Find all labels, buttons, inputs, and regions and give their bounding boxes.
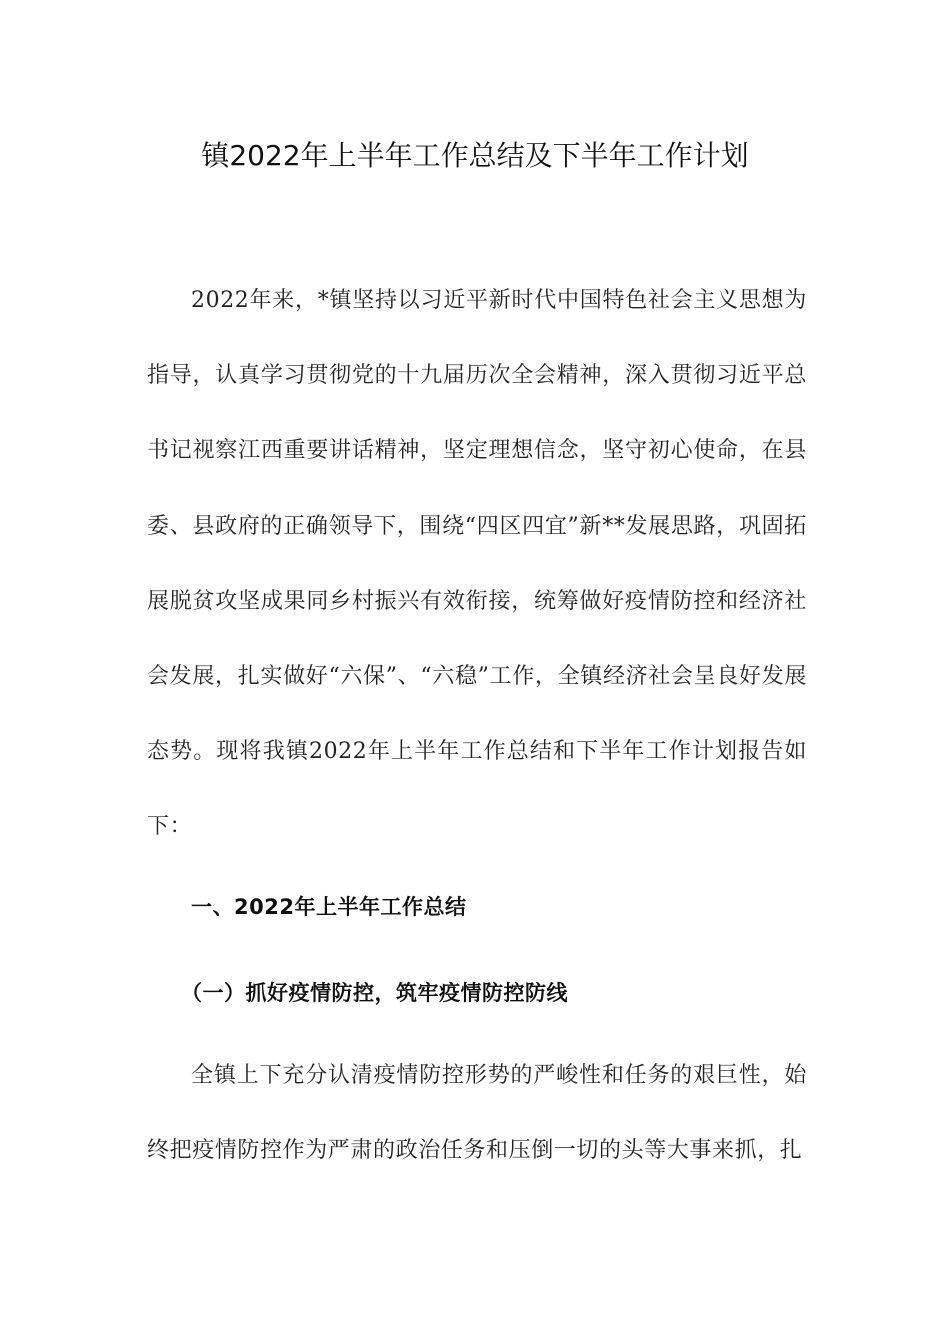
document-title: 镇2022年上半年工作总结及下半年工作计划 [201, 139, 749, 172]
subsection-heading: （一）抓好疫情防控，筑牢疫情防控防线 [181, 981, 568, 1005]
section-heading: 一、2022年上半年工作总结 [191, 895, 467, 919]
intro-paragraph-block [147, 263, 807, 865]
section-paragraph: 全镇上下充分认清疫情防控形势的严峻性和任务的艰巨性，始终把疫情防控作为严肃的政治任务和压倒一切的头等大事来抓，扎 [147, 1063, 807, 1164]
intro-paragraph: 2022年来，*镇坚持以习近平新时代中国特色社会主义思想为指导，认真学习贯彻党的十九届历次全会精神，深入贯彻习近平总书记视察江西重要讲话精神，坚定理想信念，坚守初心使命，在县委、县政府的正确领导下，围绕“四区四宜”新**发展思路，巩固拓展脱贫攻坚成果同乡村振兴有效衔接，统筹做好疫情防控和经济社会发展，扎实做好“六保”、“六稳”工作，全镇经济社会呈良好发展态势。现将我镇2022年上半年工作总结和下半年工作计划报告如下： [147, 288, 807, 840]
section-paragraph-block [147, 1038, 807, 1188]
